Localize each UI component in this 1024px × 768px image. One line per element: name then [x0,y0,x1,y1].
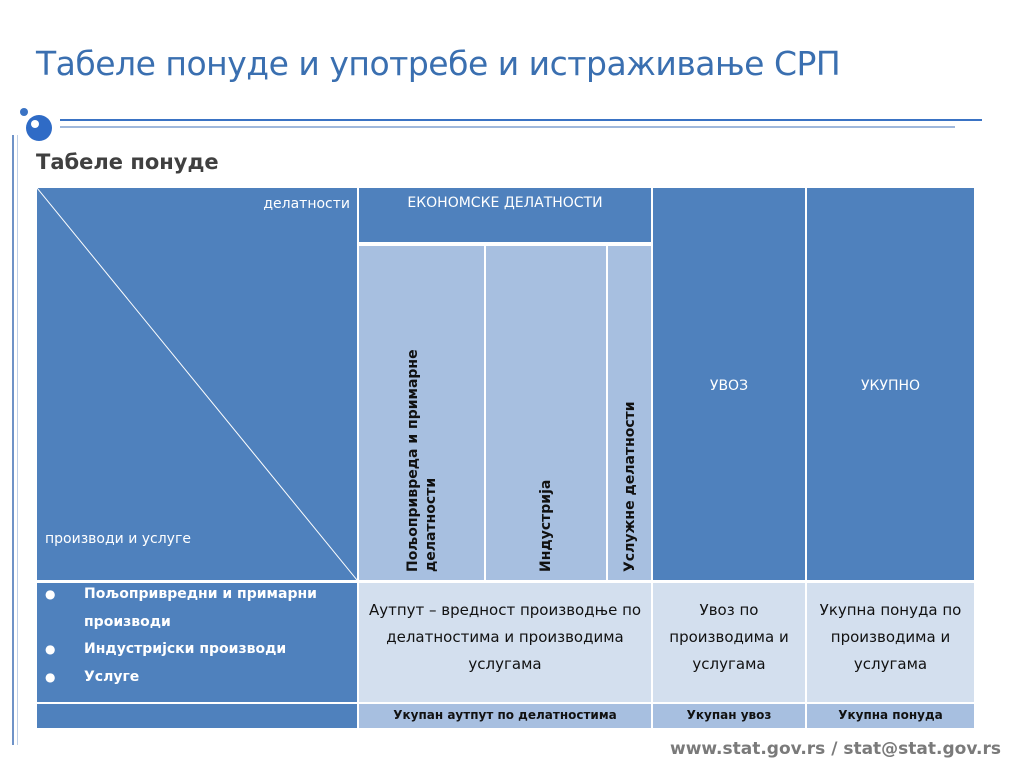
total-output-text: Укупан аутпут по делатностима [393,708,617,722]
product-item-agriculture: Пољопривредни и примарни производи [84,586,317,630]
output-text: Аутпут – вредност производње по делатностима и производима услугама [368,601,642,673]
corner-diagonal [37,188,357,580]
import-cell [653,583,805,702]
corner-bottom-label: производи и услуге [45,531,191,547]
total-label: УКУПНО [860,378,921,394]
output-cell [359,583,651,702]
product-item-industry: Индустријски производи [84,641,287,657]
total-text: Укупна понуда по производима и услугама [819,601,962,673]
activity-label-agriculture: Пољопривреда и примарне делатности [404,349,439,572]
activity-label-industry: Индустрија [538,479,554,572]
import-header [653,188,805,580]
product-item-services: Услуге [84,669,140,685]
economic-activities-header [359,188,651,242]
bullet-small-dot [20,108,28,116]
side-bar [12,135,14,745]
total-import-cell [653,704,805,728]
footer-links: www.stat.gov.rs / stat@stat.gov.rs [670,739,1001,759]
import-text: Увоз по производима и услугама [669,601,789,673]
bullet-icon: ● [45,670,56,684]
totals-row-label [37,704,357,728]
total-output-cell [359,704,651,728]
corner-top-label: делатности [263,196,350,212]
corner-cell [37,188,357,580]
supply-table [37,188,974,728]
total-header [807,188,974,580]
bullet-big-dot [26,115,52,141]
page-title: Табеле понуде и употребе и истраживање СРП [36,44,841,83]
products-cell [37,583,357,702]
activity-label-services: Услужне делатности [621,401,638,572]
economic-activities-label: ЕКОНОМСКЕ ДЕЛАТНОСТИ [407,195,603,211]
bullet-icon: ● [45,587,56,601]
bullet-icon: ● [45,642,56,656]
divider-bottom [60,126,955,128]
activity-column-industry [486,246,606,580]
activity-column-agriculture [359,246,484,580]
side-bar-thin [17,135,18,745]
activity-column-services [608,246,651,580]
section-subtitle: Табеле понуде [36,150,219,174]
total-supply-text: Укупна понуда [838,708,943,722]
import-label: УВОЗ [709,378,749,394]
total-cell [807,583,974,702]
total-supply-cell [807,704,974,728]
total-import-text: Укупан увоз [686,708,772,722]
divider-top [60,119,982,121]
